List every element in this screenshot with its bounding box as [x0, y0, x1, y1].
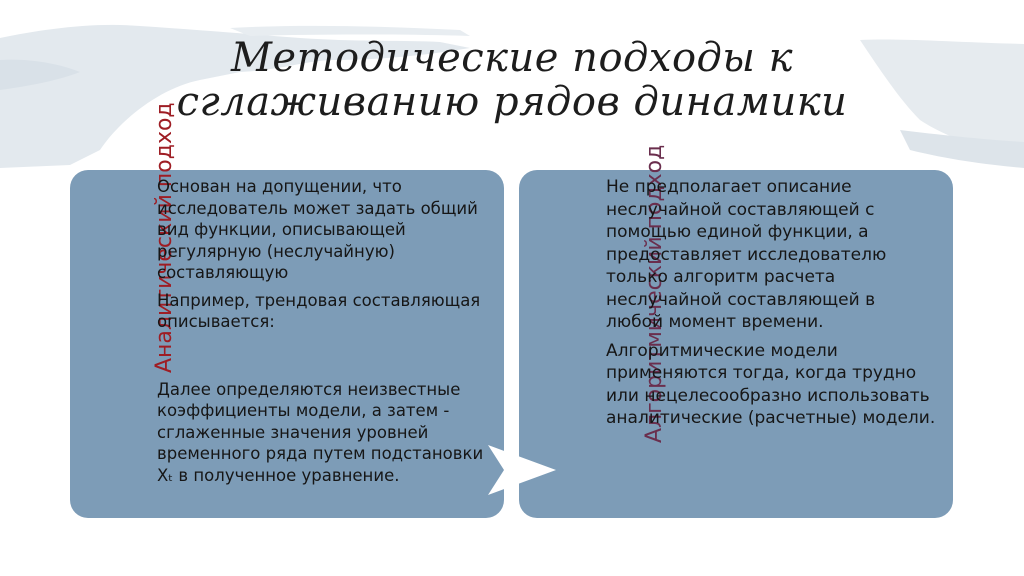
left-paragraph-2: Например, трендовая составляющая описывается:	[157, 290, 481, 331]
left-paragraph-3: Далее определяются неизвестные коэффициенты модели, а затем - сглаженные значения уровней временного ряда путем подстановки Xₜ в полученное уравнение.	[157, 379, 484, 485]
right-paragraph-1: Не предполагает описание неслучайной составляющей с помощью единой функции, а предоставляет исследователю только алгоритм расчета неслучайной составляющей в любой момент времени.	[606, 177, 887, 332]
arrow-right-icon	[488, 445, 556, 495]
right-panel-vertical-label: Алгоритмический подход	[642, 144, 667, 443]
right-panel-text	[606, 176, 936, 430]
left-panel-vertical-label: Аналитический подход	[152, 102, 177, 373]
right-paragraph-2: Алгоритмические модели применяются тогда, когда трудно или нецелесообразно использовать аналитические (расчетные) модели.	[606, 340, 936, 428]
left-paragraph-1: Основан на допущении, что исследователь может задать общий вид функции, описывающей регулярную (неслучайную) составляющую	[157, 177, 478, 282]
left-panel-text	[157, 176, 487, 486]
slide-title-line-1: Методические подходы к	[230, 35, 794, 81]
slide-title-line-2: сглаживанию рядов динамики	[176, 79, 848, 125]
